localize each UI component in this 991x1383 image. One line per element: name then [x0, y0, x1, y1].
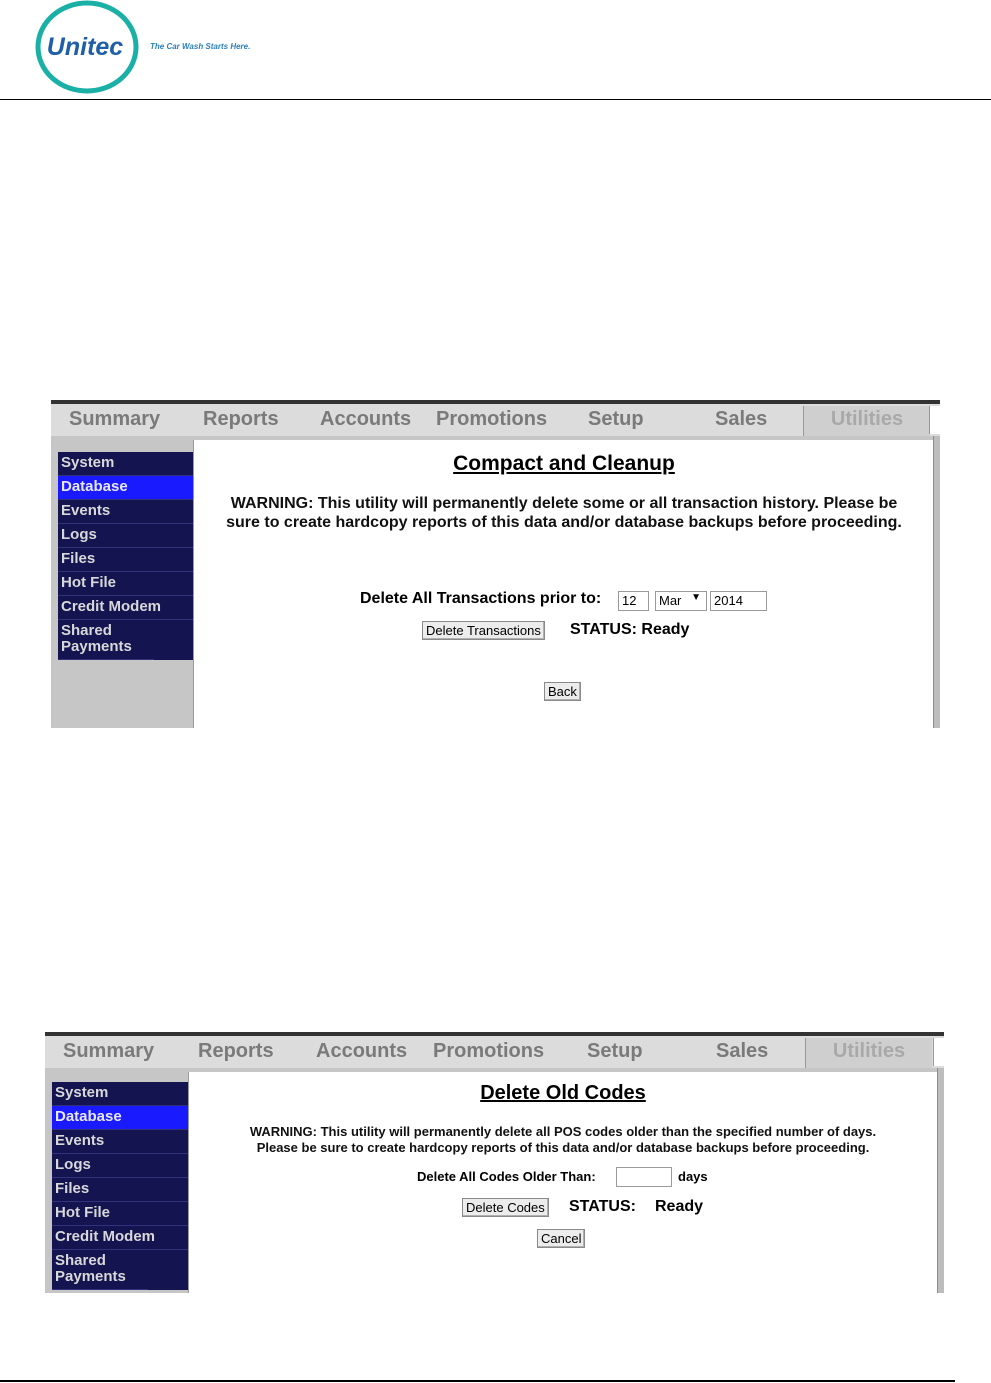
content-area [193, 440, 934, 728]
page-title: Compact and Cleanup [453, 452, 675, 475]
content-area [188, 1072, 937, 1293]
sidebar-item-logs[interactable]: Logs [58, 524, 193, 548]
sidebar-menu [58, 452, 193, 660]
sidebar-item-system[interactable]: System [58, 452, 193, 476]
tab-bar [51, 400, 940, 436]
tab-promotions[interactable]: Promotions [433, 1040, 545, 1062]
page-title: Delete Old Codes [480, 1082, 646, 1104]
sidebar-item-hot-file[interactable]: Hot File [58, 572, 193, 596]
tab-promotions[interactable]: Promotions [436, 408, 548, 430]
sidebar-item-shared-payments[interactable]: Shared Payments [58, 620, 154, 660]
dropdown-arrow-icon: ▼ [691, 592, 701, 603]
sidebar-item-database[interactable]: Database [52, 1106, 188, 1130]
sidebar-item-files[interactable]: Files [58, 548, 193, 572]
sidebar-item-hot-file[interactable]: Hot File [52, 1202, 188, 1226]
tab-accounts[interactable]: Accounts [320, 408, 412, 430]
older-than-label: Delete All Codes Older Than: [417, 1169, 596, 1184]
delete-transactions-button[interactable]: Delete Transactions [422, 621, 545, 640]
sidebar-item-credit-modem[interactable]: Credit Modem [58, 596, 193, 620]
sidebar-item-system[interactable]: System [52, 1082, 188, 1106]
footer-divider [0, 1380, 955, 1382]
sidebar-item-shared-payments[interactable]: Shared Payments [52, 1250, 148, 1290]
day-input[interactable]: 12 [618, 591, 649, 611]
tab-reports[interactable]: Reports [203, 408, 279, 430]
delete-old-codes-screenshot [45, 1032, 944, 1293]
tab-sales[interactable]: Sales [716, 1040, 769, 1062]
tab-bar-end [929, 406, 940, 434]
right-border [937, 1068, 944, 1293]
sidebar-item-events[interactable]: Events [52, 1130, 188, 1154]
month-value: Mar [659, 593, 682, 608]
delete-prior-label: Delete All Transactions prior to: [360, 590, 602, 607]
tab-reports[interactable]: Reports [198, 1040, 274, 1062]
tab-sales[interactable]: Sales [715, 408, 768, 430]
tab-bar [45, 1032, 944, 1068]
tagline: The Car Wash Starts Here. [150, 42, 251, 51]
status-value: Ready [655, 1198, 704, 1215]
tab-summary[interactable]: Summary [69, 408, 161, 430]
delete-codes-button[interactable]: Delete Codes [462, 1198, 549, 1217]
warning-line-2: Please be sure to create hardcopy reports of this data and/or database backups before proceeding. [256, 1140, 870, 1155]
tab-utilities[interactable]: Utilities [803, 406, 930, 436]
tab-setup[interactable]: Setup [588, 408, 644, 430]
tab-setup[interactable]: Setup [587, 1040, 643, 1062]
year-input[interactable]: 2014 [710, 591, 767, 611]
unitec-logo [34, 0, 140, 94]
back-button[interactable]: Back [544, 682, 581, 701]
cancel-button[interactable]: Cancel [537, 1229, 585, 1248]
sidebar-item-logs[interactable]: Logs [52, 1154, 188, 1178]
month-select[interactable] [655, 591, 707, 611]
tab-utilities[interactable]: Utilities [805, 1038, 932, 1068]
sidebar-item-database[interactable]: Database [58, 476, 193, 500]
right-border [933, 436, 940, 728]
compact-cleanup-screenshot [51, 400, 940, 728]
sidebar-item-events[interactable]: Events [58, 500, 193, 524]
status-label: STATUS: [569, 1198, 636, 1215]
tab-bar-end [933, 1038, 944, 1066]
days-input[interactable] [616, 1167, 672, 1187]
sidebar-item-files[interactable]: Files [52, 1178, 188, 1202]
warning-line-1: WARNING: This utility will permanently delete all POS codes older than the specified number of days. [249, 1124, 877, 1139]
days-unit-label: days [678, 1169, 708, 1184]
tab-summary[interactable]: Summary [63, 1040, 155, 1062]
sidebar-menu [52, 1082, 188, 1290]
status-text: STATUS: Ready [570, 621, 690, 638]
sidebar-item-credit-modem[interactable]: Credit Modem [52, 1226, 188, 1250]
header-divider [0, 99, 991, 100]
tab-accounts[interactable]: Accounts [316, 1040, 408, 1062]
warning-text: WARNING: This utility will permanently delete some or all transaction history. Please be sure to create hardcopy reports of this data and/or database backups before proceeding. [226, 495, 902, 531]
brand-text: Unitec [46, 33, 124, 61]
